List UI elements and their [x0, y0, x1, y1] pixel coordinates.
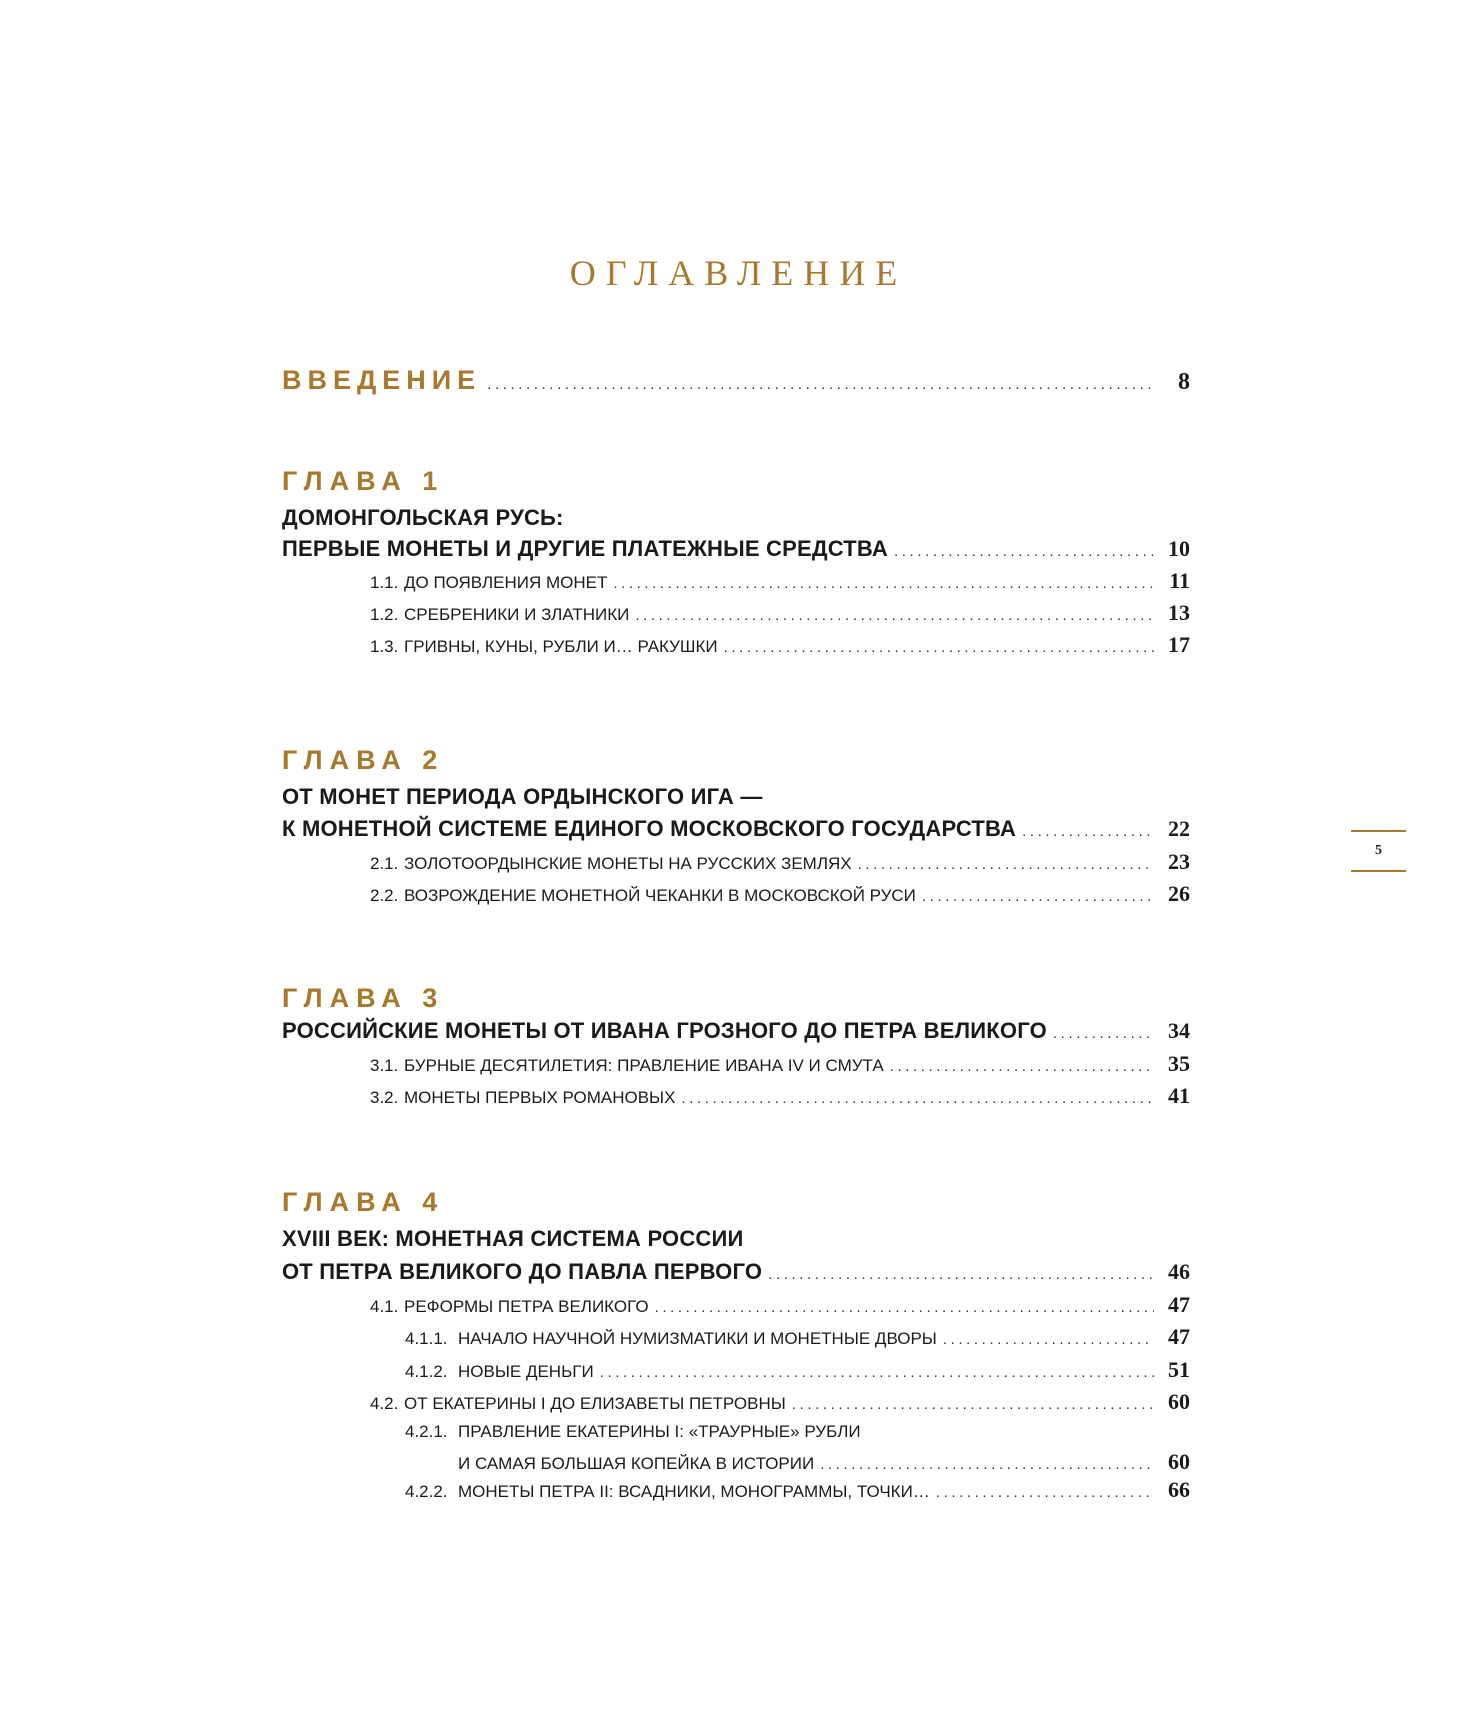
- chapter-label: ГЛАВА 1: [282, 466, 445, 496]
- page-title: ОГЛАВЛЕНИЕ: [569, 253, 908, 293]
- toc-page-number: 47: [1168, 1324, 1190, 1349]
- toc-page-number: 13: [1168, 600, 1190, 625]
- dot-leader: [635, 607, 1154, 624]
- toc-entry-title: ОТ ЕКАТЕРИНЫ I ДО ЕЛИЗАВЕТЫ ПЕТРОВНЫ: [404, 1394, 786, 1413]
- dot-leader: [613, 575, 1154, 592]
- dot-leader: [858, 856, 1154, 873]
- toc-entry-title: НАЧАЛО НАУЧНОЙ НУМИЗМАТИКИ И МОНЕТНЫЕ ДВОРЫ: [458, 1329, 937, 1348]
- toc-entry-title: ВОЗРОЖДЕНИЕ МОНЕТНОЙ ЧЕКАНКИ В МОСКОВСКОЙ РУСИ: [404, 886, 916, 905]
- toc-entry-subsection[interactable]: [405, 1357, 1190, 1383]
- dot-leader: [655, 1299, 1154, 1316]
- toc-entry-section[interactable]: [370, 1083, 1190, 1109]
- toc-page-number: 35: [1168, 1051, 1190, 1076]
- toc-entry-section[interactable]: [370, 849, 1190, 875]
- toc-entry-section[interactable]: [370, 568, 1190, 594]
- dot-leader: [943, 1331, 1154, 1348]
- dot-leader: [922, 888, 1154, 905]
- toc-page-number: 66: [1168, 1477, 1190, 1502]
- toc-entry-chapter[interactable]: [282, 1018, 1190, 1044]
- toc-entry-title: К МОНЕТНОЙ СИСТЕМЕ ЕДИНОГО МОСКОВСКОГО ГОСУДАРСТВА: [282, 816, 1017, 841]
- toc-entry-title: ЗОЛОТООРДЫНСКИЕ МОНЕТЫ НА РУССКИХ ЗЕМЛЯХ: [404, 854, 852, 873]
- toc-entry-section[interactable]: [370, 881, 1190, 907]
- chapter-label: ГЛАВА 4: [282, 1187, 445, 1217]
- dot-leader: [724, 639, 1154, 656]
- toc-entry-title: СРЕБРЕНИКИ И ЗЛАТНИКИ: [404, 605, 630, 624]
- toc-entry-title: РЕФОРМЫ ПЕТРА ВЕЛИКОГО: [404, 1297, 649, 1316]
- dot-leader: [792, 1396, 1154, 1413]
- toc-page-number: 11: [1169, 568, 1190, 593]
- section-number: 4.2.: [370, 1394, 399, 1413]
- dot-leader: [487, 376, 1154, 393]
- toc-entry-title: ПРАВЛЕНИЕ ЕКАТЕРИНЫ I: «ТРАУРНЫЕ» РУБЛИ: [458, 1422, 861, 1441]
- toc-entry-intro[interactable]: [282, 365, 1190, 396]
- toc-page-number: 22: [1168, 816, 1190, 841]
- section-number: 1.3.: [370, 637, 399, 656]
- toc-entry-subsection[interactable]: [405, 1477, 1190, 1503]
- section-number: 4.2.2.: [405, 1482, 448, 1501]
- toc-entry-section[interactable]: [370, 1051, 1190, 1077]
- dot-leader: [681, 1090, 1154, 1107]
- section-number: 4.1.: [370, 1297, 399, 1316]
- toc-entry-title: ГРИВНЫ, КУНЫ, РУБЛИ И… РАКУШКИ: [404, 637, 718, 656]
- page-number: 5: [1351, 830, 1406, 872]
- toc-page-number: 41: [1168, 1083, 1190, 1108]
- toc-entry-title: ПЕРВЫЕ МОНЕТЫ И ДРУГИЕ ПЛАТЕЖНЫЕ СРЕДСТВА: [282, 536, 889, 561]
- toc-entry-title: НОВЫЕ ДЕНЬГИ: [458, 1362, 594, 1381]
- dot-leader: [936, 1484, 1154, 1501]
- toc-entry-title: ВВЕДЕНИЕ: [282, 365, 482, 395]
- section-number: 2.1.: [370, 854, 399, 873]
- dot-leader: [600, 1364, 1154, 1381]
- section-number: 1.1.: [370, 573, 399, 592]
- toc-page-number: 34: [1168, 1018, 1190, 1043]
- chapter-heading: ДОМОНГОЛЬСКАЯ РУСЬ:: [282, 505, 564, 530]
- dot-leader: [1053, 1025, 1154, 1042]
- toc-entry-section[interactable]: [370, 600, 1190, 626]
- toc-entry-section[interactable]: [370, 1292, 1190, 1318]
- toc-page-number: 47: [1168, 1292, 1190, 1317]
- toc-entry-subsection-first-line[interactable]: [405, 1422, 861, 1442]
- chapter-heading: XVIII ВЕК: МОНЕТНАЯ СИСТЕМА РОССИИ: [282, 1226, 744, 1251]
- toc-entry-subsection[interactable]: [405, 1324, 1190, 1350]
- toc-entry-section[interactable]: [370, 1389, 1190, 1415]
- toc-entry-subsection[interactable]: [458, 1449, 1190, 1475]
- chapter-label: ГЛАВА 3: [282, 983, 445, 1013]
- toc-entry-chapter[interactable]: [282, 1259, 1190, 1285]
- dot-leader: [1022, 823, 1154, 840]
- section-number: 3.2.: [370, 1088, 399, 1107]
- section-number: 3.1.: [370, 1056, 399, 1075]
- toc-entry-title: РОССИЙСКИЕ МОНЕТЫ ОТ ИВАНА ГРОЗНОГО ДО ПЕТРА ВЕЛИКОГО: [282, 1018, 1047, 1043]
- toc-entry-title: МОНЕТЫ ПЕТРА II: ВСАДНИКИ, МОНОГРАММЫ, ТОЧКИ…: [458, 1482, 930, 1501]
- section-number: 4.1.2.: [405, 1362, 448, 1381]
- toc-entry-title: БУРНЫЕ ДЕСЯТИЛЕТИЯ: ПРАВЛЕНИЕ ИВАНА IV И СМУТА: [404, 1056, 884, 1075]
- toc-entry-title: МОНЕТЫ ПЕРВЫХ РОМАНОВЫХ: [404, 1088, 676, 1107]
- dot-leader: [820, 1456, 1154, 1473]
- toc-entry-chapter[interactable]: [282, 536, 1190, 562]
- toc-page-number: 8: [1178, 369, 1190, 395]
- toc-page-number: 23: [1168, 849, 1190, 874]
- dot-leader: [768, 1266, 1154, 1283]
- toc-entry-chapter[interactable]: [282, 816, 1190, 842]
- toc-page-number: 46: [1168, 1259, 1190, 1284]
- chapter-heading: ОТ МОНЕТ ПЕРИОДА ОРДЫНСКОГО ИГА —: [282, 784, 763, 809]
- toc-page-number: 51: [1168, 1357, 1190, 1382]
- section-number: 4.2.1.: [405, 1422, 448, 1441]
- section-number: 1.2.: [370, 605, 399, 624]
- toc-entry-title: И САМАЯ БОЛЬШАЯ КОПЕЙКА В ИСТОРИИ: [458, 1454, 815, 1473]
- toc-entry-title: ОТ ПЕТРА ВЕЛИКОГО ДО ПАВЛА ПЕРВОГО: [282, 1259, 763, 1284]
- section-number: 2.2.: [370, 886, 399, 905]
- dot-leader: [890, 1058, 1154, 1075]
- toc-page-number: 10: [1168, 536, 1190, 561]
- toc-entry-section[interactable]: [370, 632, 1190, 658]
- section-number: 4.1.1.: [405, 1329, 448, 1348]
- dot-leader: [894, 543, 1154, 560]
- toc-page-number: 60: [1168, 1449, 1190, 1474]
- toc-page-number: 17: [1168, 632, 1190, 657]
- toc-page-number: 60: [1168, 1389, 1190, 1414]
- toc-entry-title: ДО ПОЯВЛЕНИЯ МОНЕТ: [404, 573, 608, 592]
- toc-page-number: 26: [1168, 881, 1190, 906]
- chapter-label: ГЛАВА 2: [282, 745, 445, 775]
